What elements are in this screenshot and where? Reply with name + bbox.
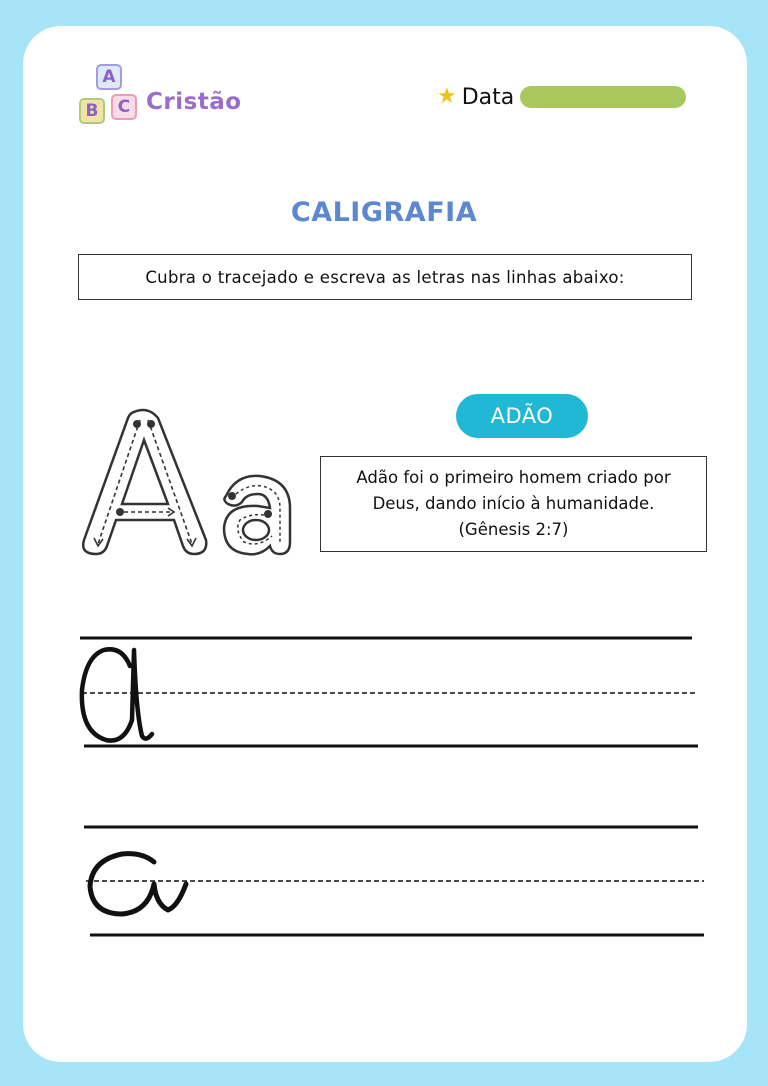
star-icon: ★ [437,84,457,109]
logo-block-c: C [111,94,137,120]
logo-block-a: A [96,64,122,90]
instruction-text: Cubra o tracejado e escreva as letras nas linhas abaixo: [145,267,625,287]
date-input-line[interactable] [520,86,686,108]
practice-row-uppercase[interactable] [80,638,698,746]
date-label: Data [461,84,515,110]
tracing-letters [76,404,306,560]
logo-text: Cristão [146,89,242,115]
description-box [320,456,707,552]
lowercase-a-tracing [224,476,290,555]
name-badge: ADÃO [456,394,588,438]
handwriting-lines [0,600,768,960]
instruction-box [78,254,692,300]
date-field [437,82,686,112]
page-title: CALIGRAFIA [290,197,478,228]
logo-block-b: B [79,98,105,124]
logo [77,62,252,134]
description-text: Adão foi o primeiro homem criado por Deus, dando início à humanidade. (Gênesis 2:7) [356,468,671,539]
uppercase-a-tracing [83,410,206,554]
practice-row-lowercase[interactable] [84,827,704,935]
